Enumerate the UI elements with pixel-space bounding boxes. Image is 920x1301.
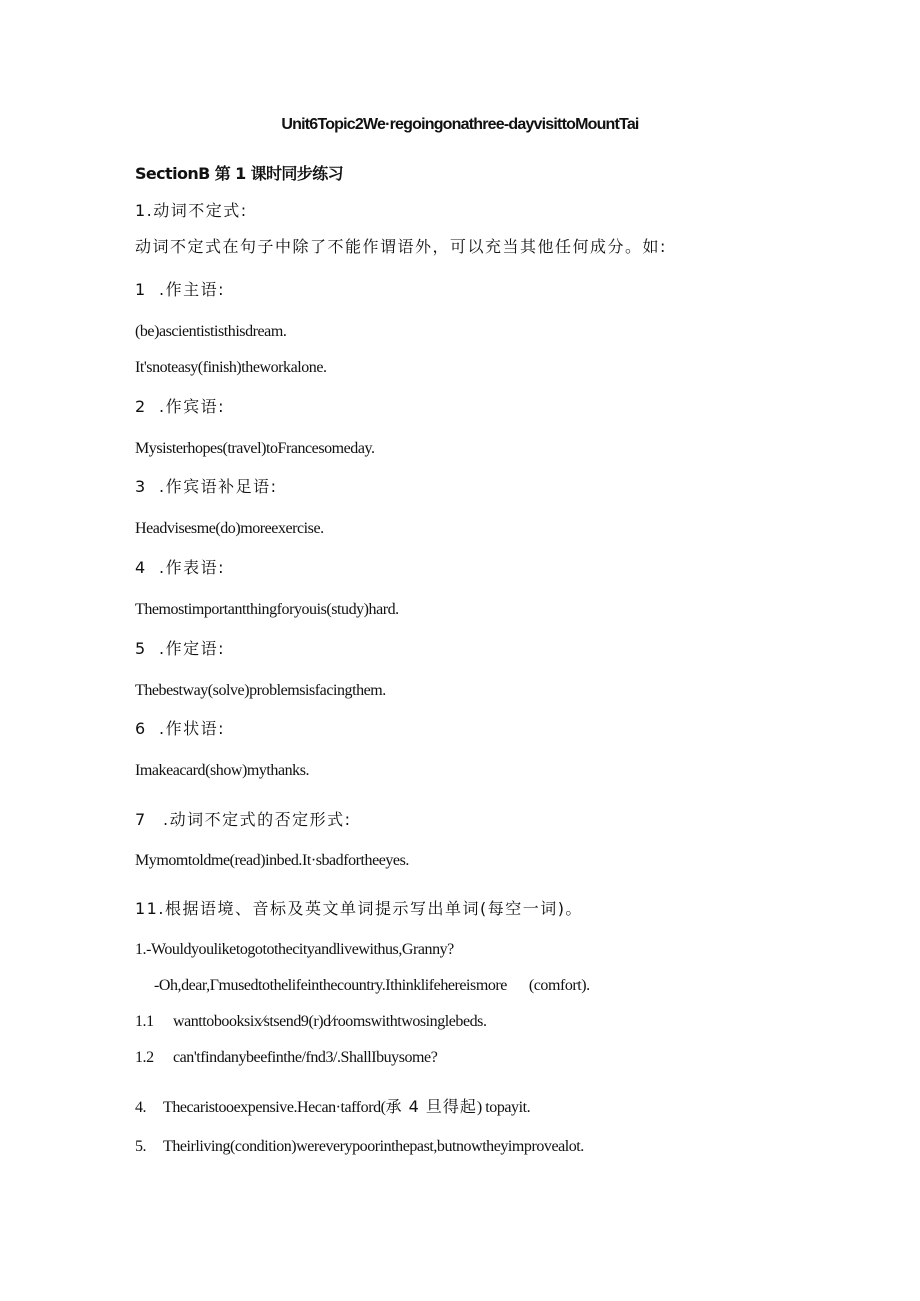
item-number: 3 (135, 477, 147, 496)
example-sentence: Thebestway(solve)problemsisfacingthem. (135, 682, 386, 699)
item-label: .作主语: (159, 280, 225, 299)
item-label: .动词不定式的否定形式: (163, 810, 352, 829)
example-sentence: It'snoteasy(finish)theworkalone. (135, 359, 327, 376)
function-item-object-complement (135, 479, 277, 495)
function-item-object (135, 399, 225, 415)
question-text: can'tfindanybeefinthe/fnd3/.ShallIbuysome? (173, 1049, 438, 1066)
part1-heading: 1.动词不定式: (135, 201, 248, 220)
example-sentence: Imakeacard(show)mythanks. (135, 762, 310, 779)
document-title: Unit6Topic2We·regoingonathree-dayvisittoMountTai (281, 116, 639, 133)
function-item-adverbial (135, 721, 225, 737)
question-text: Thecaristooexpensive.Hecan·tafford( (163, 1099, 386, 1116)
part1-intro: 动词不定式在句子中除了不能作谓语外，可以充当其他任何成分。如: (135, 237, 667, 256)
item-label: .作状语: (159, 719, 225, 738)
item-label: .作表语: (159, 558, 225, 577)
item-number: 6 (135, 719, 147, 738)
example-sentence: Mymomtoldme(read)inbed.It·sbadfortheeyes. (135, 852, 409, 869)
function-item-negative-form (135, 812, 351, 828)
question-2 (135, 1014, 487, 1030)
item-label: .作定语: (159, 639, 225, 658)
example-sentence: (be)ascientististhisdream. (135, 323, 287, 340)
function-item-subject (135, 282, 225, 298)
item-label: .作宾语补足语: (159, 477, 278, 496)
item-number: 2 (135, 397, 147, 416)
function-item-predicative (135, 560, 225, 576)
section-heading: SectionB 第 1 课时同步练习 (135, 164, 344, 183)
item-label: .作宾语: (159, 397, 225, 416)
question-text: Theirliving(condition)wereverypoorinthepast,butnowtheyimprovealot. (163, 1138, 584, 1155)
item-number: 5 (135, 639, 147, 658)
item-number: 1 (135, 280, 147, 299)
part2-heading: 11.根据语境、音标及英文单词提示写出单词(每空一词)。 (135, 899, 583, 918)
question-text-end: ) topayit. (476, 1099, 531, 1116)
question-text: -Oh,dear,Γmusedtothelifeinthecountry.Ithinklifehereismore (154, 977, 507, 994)
question-number: 1.2 (135, 1049, 154, 1066)
example-sentence: Headvisesme(do)moreexercise. (135, 520, 324, 537)
chinese-hint: 承 4 旦得起 (385, 1097, 477, 1116)
example-sentence: Themostimportantthingforyouis(study)hard. (135, 601, 399, 618)
question-5 (135, 1139, 584, 1155)
question-4 (135, 1099, 530, 1116)
question-1-line-1: 1.-Wouldyouliketogotothecityandlivewithus,Granny? (135, 941, 454, 958)
question-number: 5. (135, 1138, 147, 1155)
item-number: 7 (135, 810, 147, 829)
example-sentence: Mysisterhopes(travel)toFrancesomeday. (135, 440, 375, 457)
question-number: 1.1 (135, 1013, 154, 1030)
word-hint: (comfort). (528, 977, 590, 994)
question-3 (135, 1050, 437, 1066)
item-number: 4 (135, 558, 147, 577)
question-text: wanttobooksix⁄stsend9(r)d⁄roomswithtwosinglebeds. (173, 1013, 487, 1030)
question-number: 4. (135, 1099, 147, 1116)
function-item-attributive (135, 641, 225, 657)
question-1-line-2 (154, 978, 590, 994)
